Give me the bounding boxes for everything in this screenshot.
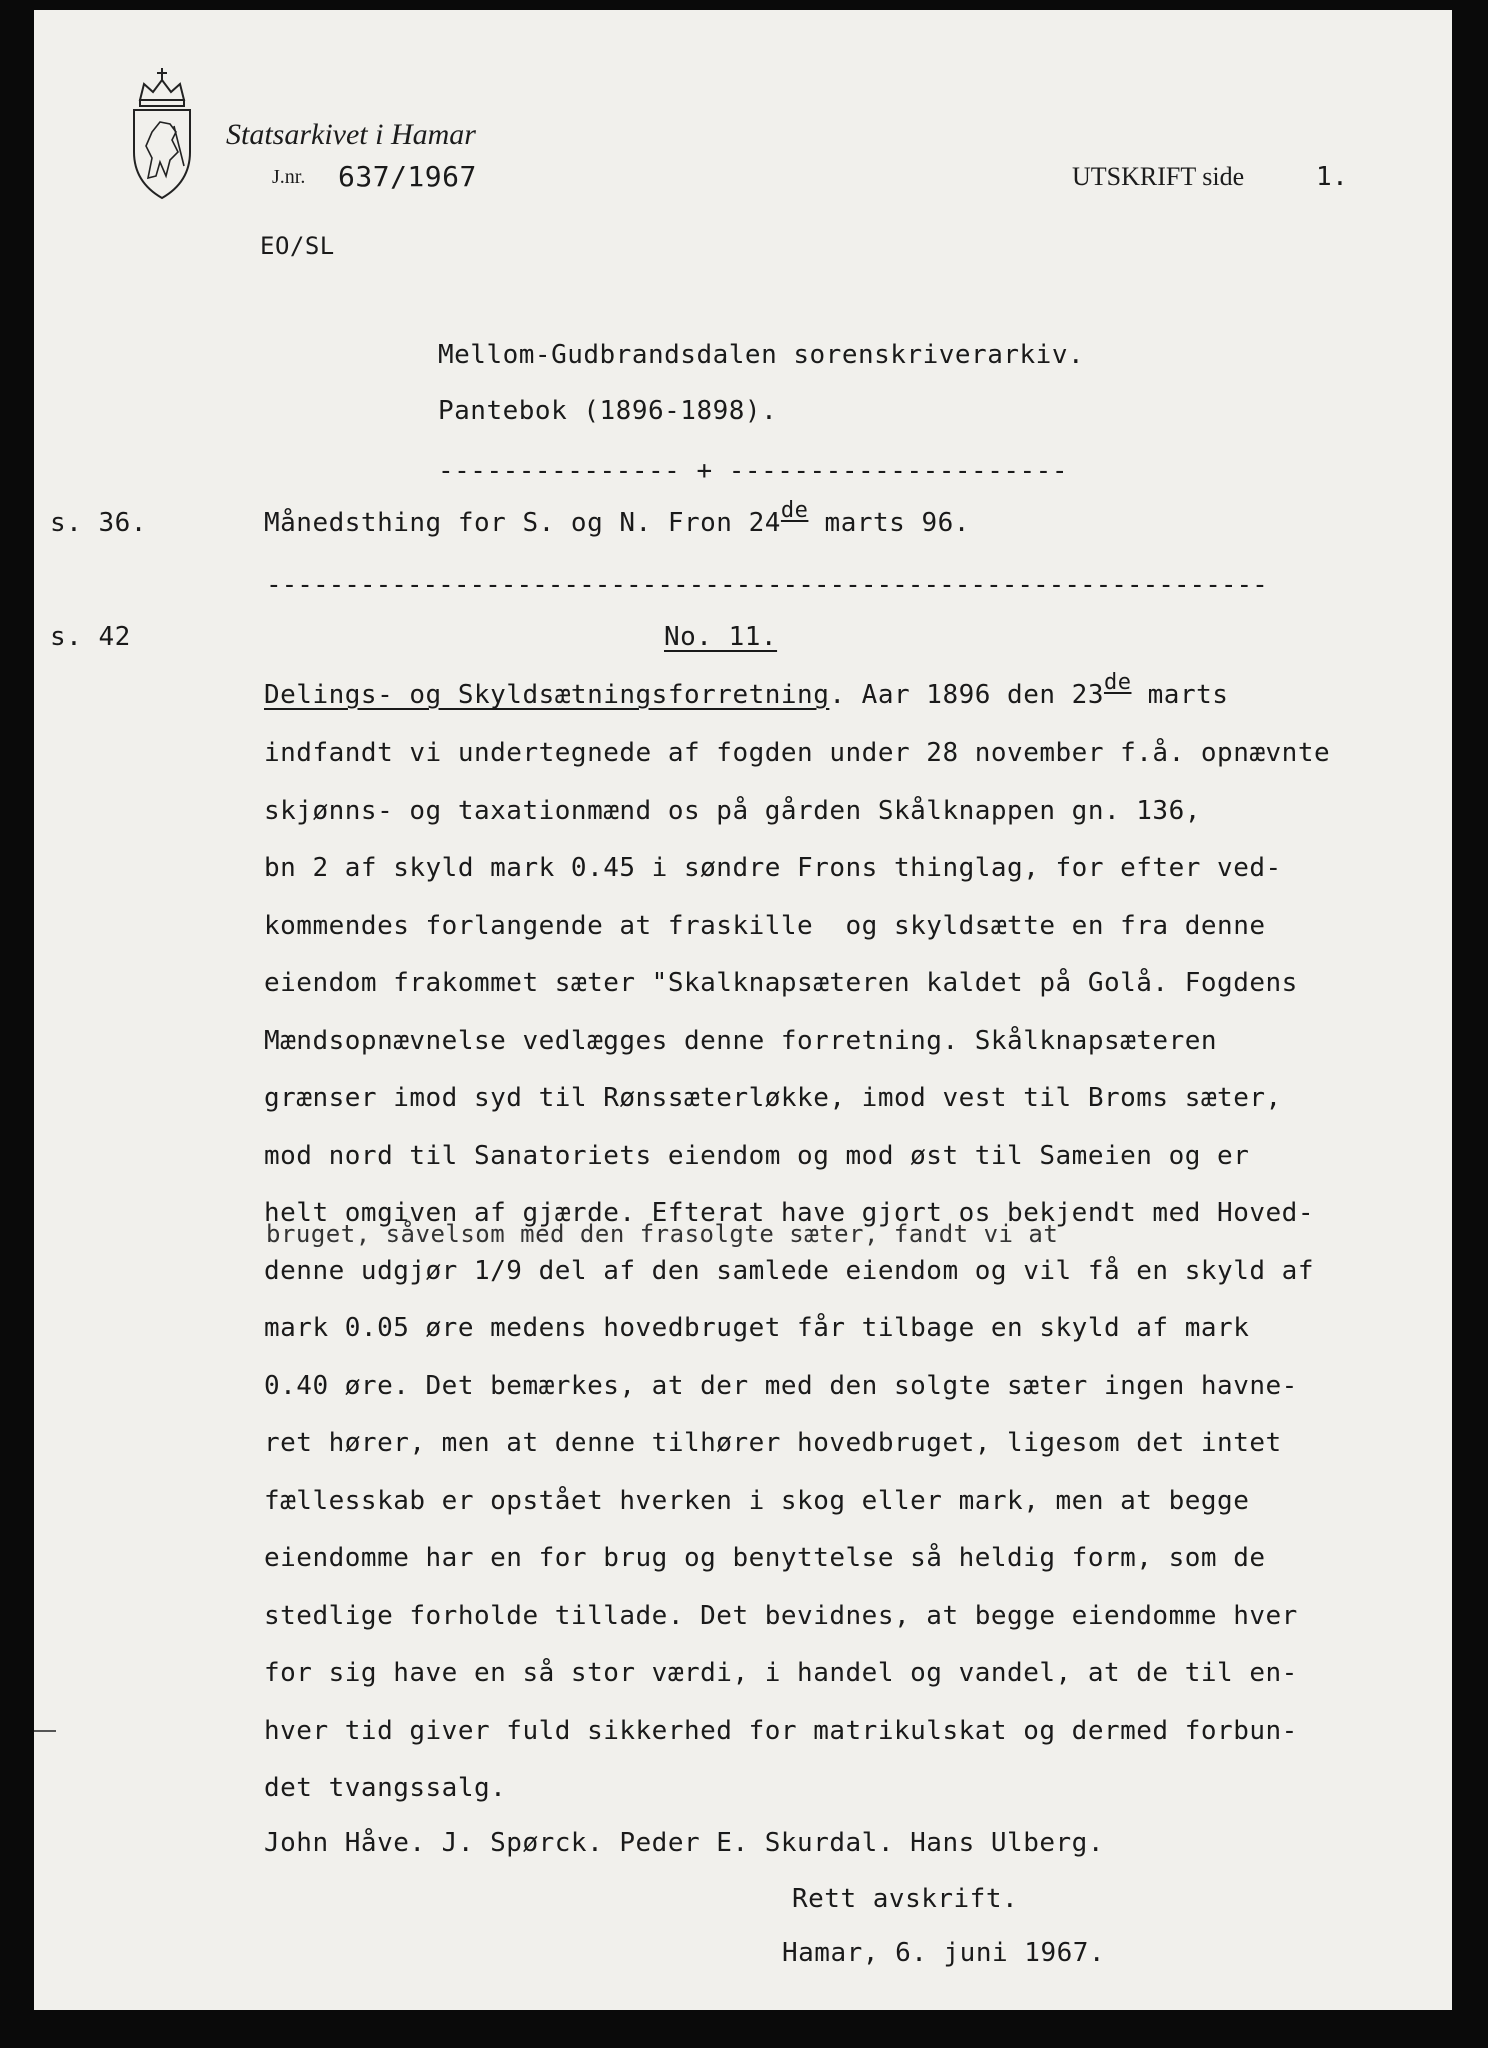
body-line: eiendomme har en for brug og benyttelse så heldig form, som de: [264, 1543, 1266, 1573]
margin-ref-s42: s. 42: [50, 622, 131, 652]
body-line: grænser imod syd til Rønssæterløkke, imod vest til Broms sæter,: [264, 1083, 1282, 1113]
body-line: mod nord til Sanatoriets eiendom og mod øst til Sameien og er: [264, 1141, 1250, 1171]
certification: Rett avskrift.: [792, 1884, 1019, 1914]
archive-name: Statsarkivet i Hamar: [226, 118, 476, 151]
body-line: eiendom frakommet sæter "Skalknapsæteren kaldet på Golå. Fogdens: [264, 968, 1298, 998]
title-separator: --------------- + ---------------------: [438, 456, 1068, 486]
body-line: bn 2 af skyld mark 0.45 i søndre Frons thinglag, for efter ved-: [264, 853, 1282, 883]
margin-ref-s36: s. 36.: [50, 508, 147, 538]
case-heading: Delings- og Skyldsætningsforretning: [264, 680, 830, 710]
utskrift-label: UTSKRIFT side: [1072, 162, 1245, 191]
case-number: No. 11.: [664, 622, 778, 652]
body-line: det tvangssalg.: [264, 1773, 507, 1803]
thing-text-a: Månedsthing for S. og N. Fron 24: [264, 508, 781, 538]
document-page: [34, 10, 1452, 2010]
body-line: fællesskab er opstået hverken i skog eller mark, men at begge: [264, 1486, 1250, 1516]
signatures: John Håve. J. Spørck. Peder E. Skurdal. Hans Ulberg.: [264, 1828, 1104, 1858]
body-line: indfandt vi undertegnede af fogden under 28 november f.å. opnævnte: [264, 738, 1331, 768]
journal-number-value: 637/1967: [338, 160, 477, 193]
thing-ordinal: de: [780, 498, 809, 523]
body-line: Mændsopnævnelse vedlægges denne forretning. Skålknapsæteren: [264, 1026, 1218, 1056]
volume-title: Pantebok (1896-1898).: [438, 396, 778, 426]
journal-number-label: J.nr.: [272, 166, 306, 188]
body-line: for sig have en så stor værdi, i handel og vandel, at de til en-: [264, 1658, 1298, 1688]
body-line-first: [264, 670, 1229, 710]
body-line: skjønns- og taxationmænd os på gården Skålknappen gn. 136,: [264, 796, 1201, 826]
utskrift-page-number: 1.: [1316, 162, 1349, 192]
archive-title: Mellom-Gudbrandsdalen sorenskriverarkiv.: [438, 340, 1085, 370]
body-line: denne udgjør 1/9 del af den samlede eiendom og vil få en skyld af: [264, 1256, 1314, 1286]
body-line: hver tid giver fuld sikkerhed for matrikulskat og dermed forbun-: [264, 1716, 1298, 1746]
body-line: 0.40 øre. Det bemærkes, at der med den solgte sæter ingen havne-: [264, 1371, 1298, 1401]
inserted-line: bruget, såvelsom med den frasolgte sæter, fandt vi at: [266, 1220, 1059, 1248]
body-line: mark 0.05 øre medens hovedbruget får tilbage en skyld af mark: [264, 1313, 1250, 1343]
first-line-rest-b: marts: [1131, 680, 1229, 710]
body-line: kommendes forlangende at fraskille og skyldsætte en fra denne: [264, 911, 1266, 941]
first-line-ordinal: de: [1103, 670, 1132, 695]
initials: EO/SL: [260, 232, 335, 260]
place-date: Hamar, 6. juni 1967.: [782, 1938, 1106, 1968]
body-line: ret hører, men at denne tilhører hovedbruget, ligesom det intet: [264, 1428, 1282, 1458]
coat-of-arms-icon: [126, 66, 198, 200]
body-line: helt omgiven af gjærde. Efterat have gjort os bekjendt med Hoved-: [264, 1198, 1314, 1228]
thing-text-b: marts 96.: [808, 508, 970, 538]
long-separator: ----------------------------------------------------------------: [266, 570, 1268, 600]
edge-mark: [34, 1730, 56, 1732]
first-line-rest-a: . Aar 1896 den 23: [829, 680, 1104, 710]
thing-heading: [264, 498, 970, 538]
body-line: stedlige forholde tillade. Det bevidnes, at begge eiendomme hver: [264, 1601, 1298, 1631]
